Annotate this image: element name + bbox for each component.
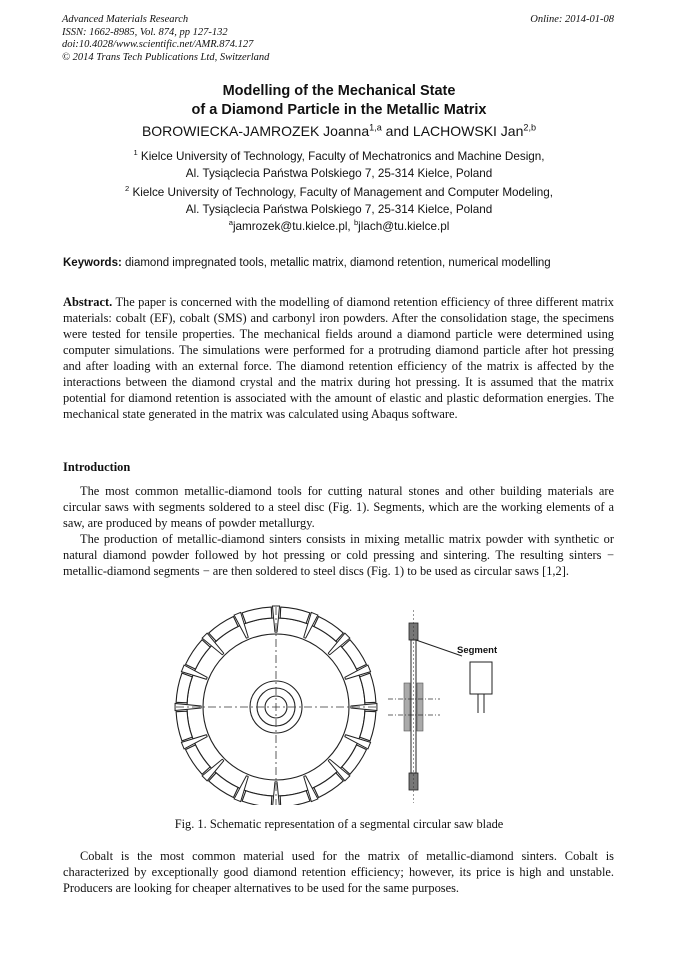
title-line-1: Modelling of the Mechanical State bbox=[222, 83, 456, 99]
copyright: © 2014 Trans Tech Publications Ltd, Switzerland bbox=[62, 51, 270, 63]
section-heading-introduction: Introduction bbox=[63, 460, 131, 474]
side-flange-left bbox=[404, 683, 410, 731]
affiliation-2-line-1: Kielce University of Technology, Faculty of Management and Computer Modeling, bbox=[129, 186, 553, 199]
affiliation-2-line-2: Al. Tysiąclecia Państwa Polskiego 7, 25-314 Kielce, Poland bbox=[185, 202, 493, 216]
title-line-2: of a Diamond Particle in the Metallic Matrix bbox=[191, 102, 487, 118]
segment-detail bbox=[416, 640, 498, 713]
keywords-text: diamond impregnated tools, metallic matrix, diamond retention, numerical modelling bbox=[121, 257, 551, 269]
affiliation-1-line-1: Kielce University of Technology, Faculty of Mechatronics and Machine Design, bbox=[137, 150, 545, 163]
segment-block bbox=[470, 662, 492, 694]
email-a-mark: a bbox=[228, 218, 233, 228]
email-b: jlach@tu.kielce.pl bbox=[358, 220, 450, 233]
affiliation-1-num: 1 bbox=[133, 148, 138, 158]
journal-header bbox=[62, 14, 269, 64]
side-flange-right bbox=[417, 683, 423, 731]
blade-segment bbox=[176, 711, 192, 741]
affiliation-1-line-2: Al. Tysiąclecia Państwa Polskiego 7, 25-314 Kielce, Poland bbox=[185, 166, 493, 180]
keywords-label: Keywords: bbox=[63, 257, 122, 269]
blade-segment bbox=[186, 640, 211, 669]
author-2-sup: 2,b bbox=[523, 122, 537, 133]
side-view bbox=[388, 610, 440, 803]
authors bbox=[0, 123, 678, 139]
blade-segment bbox=[176, 673, 192, 703]
saw-blade-figure bbox=[0, 605, 678, 805]
doi: doi:10.4028/www.scientific.net/AMR.874.127 bbox=[62, 39, 254, 50]
abstract-label: Abstract. bbox=[63, 295, 113, 309]
blade-segment bbox=[314, 773, 343, 798]
blade-segment bbox=[360, 711, 376, 741]
abstract-text: The paper is concerned with the modelling of diamond retention efficiency of three different matrix materials: cobalt (EF), cobalt (SMS) and carbonyl iron powders. After the consolidation stage, the specimens were tested for tensile properties. The mechanical fields around a diamond particle were determined using computer simulations. The simulations were performed for a protruding diamond particle after hot pressing and after loading with an external force. The diamond retention efficiency of the matrix is affected by the interactions between the diamond crystal and the matrix during hot pressing. It is assumed that the matrix potential for diamond retention is associated with the amount of elastic and plastic deformation energies. The mechanical state generated in the matrix was calculated using Abaqus software. bbox=[63, 295, 614, 421]
blade-segment bbox=[314, 617, 343, 642]
affiliation-1 bbox=[0, 149, 678, 182]
blade-segment bbox=[242, 607, 272, 623]
authors-and: and bbox=[381, 123, 413, 139]
abstract bbox=[63, 294, 614, 422]
online-date: Online: 2014-01-08 bbox=[530, 14, 614, 25]
intro-paragraph-1: The most common metallic-diamond tools for cutting natural stones and other building materials are circular saws with segments soldered to a steel disc (Fig. 1). Segments, which are the working elements of a saw, are produced by means of powder metallurgy. bbox=[63, 484, 614, 530]
keywords bbox=[63, 257, 551, 269]
author-2: LACHOWSKI Jan bbox=[412, 123, 524, 139]
paper-title bbox=[0, 82, 678, 120]
segment-label: Segment bbox=[457, 645, 498, 656]
email-a: jamrozek@tu.kielce.pl, bbox=[232, 220, 354, 233]
author-1-sup: 1,a bbox=[369, 122, 382, 133]
blade-segment bbox=[342, 640, 367, 669]
blade-segment bbox=[242, 791, 272, 805]
blade-segment bbox=[209, 773, 238, 798]
intro-paragraph-2: The production of metallic-diamond sinters consists in mixing metallic matrix powder with synthetic or natural diamond powder followed by hot pressing or cold pressing and sintering. The resulting sinters − metallic-diamond segments − are then soldered to steel discs (Fig. 1) to be used as circular saws [1,2]. bbox=[63, 532, 614, 578]
leader-line bbox=[416, 640, 462, 656]
blade-segment bbox=[280, 607, 310, 623]
blade-segment bbox=[280, 791, 310, 805]
email-b-mark: b bbox=[353, 218, 359, 228]
issn: ISSN: 1662-8985, Vol. 874, pp 127-132 bbox=[62, 26, 228, 38]
affiliation-2-num: 2 bbox=[124, 184, 130, 194]
blade-segment bbox=[342, 745, 367, 774]
emails bbox=[0, 220, 678, 233]
blade-segment bbox=[360, 673, 376, 703]
blade-segment bbox=[186, 745, 211, 774]
blade-segment bbox=[209, 617, 238, 642]
figure-caption: Fig. 1. Schematic representation of a segmental circular saw blade bbox=[174, 817, 504, 831]
closing-paragraph: Cobalt is the most common material used for the matrix of metallic-diamond sinters. Cobalt is characterized by exceptionally good diamond retention efficiency; however, its price is high and unstable. Producers are looking for cheaper alternatives to be used for the same purposes. bbox=[63, 849, 614, 895]
affiliation-2 bbox=[0, 185, 678, 218]
author-1: BOROWIECKA-JAMROZEK Joanna bbox=[141, 123, 370, 139]
journal-name: Advanced Materials Research bbox=[62, 14, 189, 25]
